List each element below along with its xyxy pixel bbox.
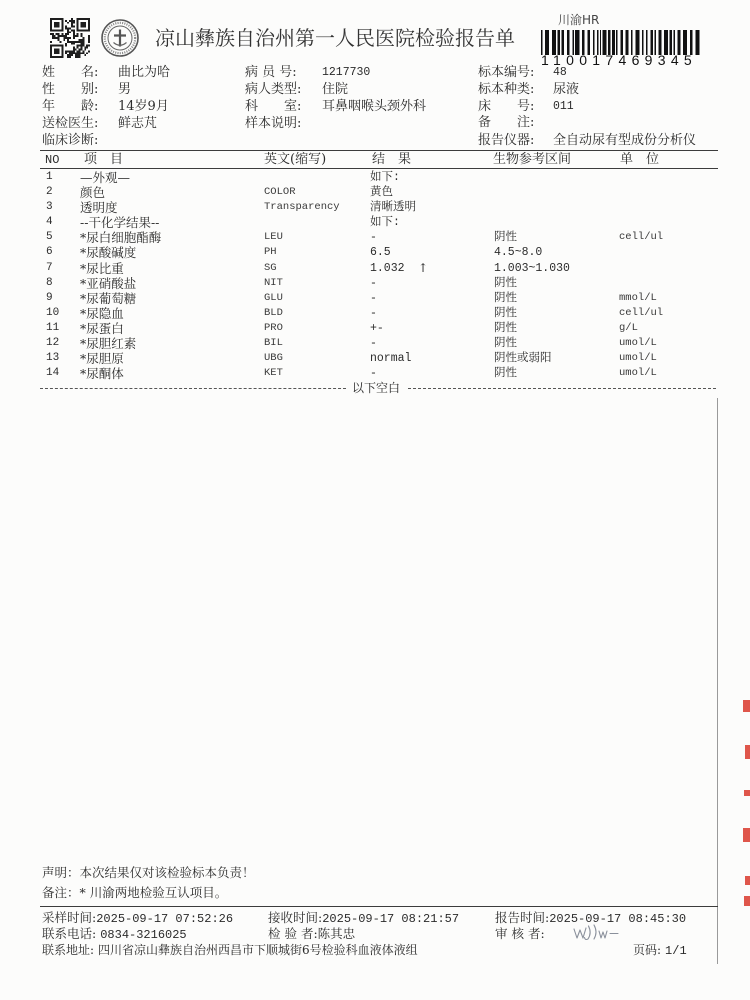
test-item-name: *尿隐血 [80,305,124,321]
gender-value: 男 [118,82,132,97]
reference-range: 阴性 [494,276,517,290]
result-row [0,230,750,245]
patient-id-label: 病 员 号: [245,65,297,80]
age-value: 14岁9月 [118,99,169,114]
result-unit: umol/L [619,352,657,365]
end-marker-right-rule [408,388,716,389]
test-abbreviation: SG [264,261,277,274]
doctor-label: 送检医生: [42,116,99,131]
footnote-remark: 备注：* 川渝两地检验互认项目。 [42,885,228,900]
result-unit: umol/L [619,367,657,380]
result-row [0,336,750,351]
test-item-name: *尿胆红素 [80,336,137,352]
test-item-name: *尿蛋白 [80,320,124,336]
row-number: 9 [46,291,53,304]
report-time-value: 2025-09-17 08:45:30 [549,912,687,926]
contact-address [42,942,418,958]
tester [268,926,355,942]
qr-code [50,18,90,58]
test-abbreviation: BIL [264,337,283,350]
test-result: 黄色 [370,186,393,200]
stamp-edge-mark [745,745,750,759]
receive-time-value: 2025-09-17 08:21:57 [322,912,460,926]
result-unit: mmol/L [619,291,657,304]
test-abbreviation: PRO [264,321,283,334]
barcode-number: 110017469345 [541,52,697,68]
test-result: 清晰透明 [370,201,416,215]
test-result: 6.5 [370,246,391,260]
row-number: 11 [46,321,60,334]
diagnosis-label: 临床诊断: [42,133,99,148]
test-item-name: *尿比重 [80,260,124,276]
row-number: 12 [46,337,60,350]
bed-label: 床 号: [478,99,535,114]
footer-rule [40,906,718,907]
qr-code-pattern [50,18,90,58]
row-number: 3 [46,201,53,214]
test-result: - [370,231,377,245]
result-row [0,306,750,321]
test-result: 如下: [370,216,400,230]
column-header-reference: 生物参考区间 [493,152,572,167]
test-item-name: 透明度 [80,200,118,216]
tester-label: 检 验 者: [268,926,318,941]
test-item-name: *尿白细胞酯酶 [80,230,162,246]
row-number: 2 [46,186,53,199]
test-result: - [370,276,377,290]
mutual-recognition-label: 川渝HR [558,13,600,27]
specimen-type-value: 尿液 [553,82,580,97]
bed-value: 011 [553,100,574,113]
reference-range: 阴性 [494,306,517,320]
test-item-name: *尿酮体 [80,366,124,382]
test-item-name: *尿胆原 [80,351,124,367]
test-result: normal [370,352,412,366]
signature-stroke [574,925,618,940]
result-unit: cell/ul [619,306,664,319]
result-unit: cell/ul [619,231,664,244]
contact-phone [42,926,187,943]
row-number: 8 [46,276,53,289]
report-title: 凉山彝族自治州第一人民医院检验报告单 [155,26,515,50]
test-result: - [370,306,377,320]
row-number: 10 [46,306,60,319]
contact-address-value: 四川省凉山彝族自治州西昌市下顺城街6号检验科血液体液组 [98,943,418,957]
test-result: 1.032 [370,261,405,275]
column-header-unit: 单 位 [620,152,660,167]
sample-time [42,910,233,927]
test-item-name: *尿酸碱度 [80,245,137,261]
patient-id-value: 1217730 [322,66,371,79]
disclaimer-statement: 声明：本次结果仅对该检验标本负责！ [42,865,255,880]
receive-time-label: 接收时间: [268,910,323,925]
reviewer-label: 审 核 者: [495,926,545,941]
results-table-body [0,170,750,381]
result-unit: g/L [619,321,638,334]
page-number [633,942,687,959]
stamp-edge-mark [743,700,750,712]
reference-range: 阴性 [494,321,517,335]
remarks-label: 备 注: [478,115,535,130]
name-value: 曲比为哈 [118,65,171,80]
stamp-edge-mark [744,896,750,906]
doctor-value: 鲜志芃 [118,116,158,131]
result-row [0,245,750,260]
receive-time [268,910,459,927]
department-value: 耳鼻咽喉头颈外科 [322,99,427,114]
result-row [0,276,750,291]
gender-label: 性 别: [42,82,99,97]
test-result: +- [370,321,384,335]
row-number: 5 [46,231,53,244]
result-row [0,170,750,185]
stamp-edge-mark [743,828,750,842]
contact-phone-label: 联系电话: [42,926,97,941]
table-top-rule [40,150,718,151]
test-abbreviation: UBG [264,352,283,365]
end-marker-text: 以下空白 [352,381,401,395]
result-row [0,215,750,230]
test-abbreviation: Transparency [264,201,340,214]
column-header-abbreviation: 英文(缩写) [264,152,327,167]
reference-range: 阴性 [494,291,517,305]
test-result: 如下: [370,171,400,184]
row-number: 1 [46,171,53,183]
page-right-border [717,398,718,964]
specimen-no-label: 标本编号: [478,65,535,80]
test-item-name: —外观— [80,170,131,185]
reference-range: 阴性 [494,231,517,245]
reference-range: 阴性 [494,367,517,381]
test-abbreviation: PH [264,246,277,259]
row-number: 6 [46,246,53,259]
table-header-rule [40,168,718,169]
name-label: 姓 名: [42,65,99,80]
result-row [0,291,750,306]
row-number: 14 [46,367,60,380]
tester-value: 陈其忠 [317,926,356,941]
test-abbreviation: NIT [264,276,283,289]
reference-range: 阴性 [494,337,517,351]
page-number-label: 页码: [633,943,662,957]
sample-time-value: 2025-09-17 07:52:26 [96,912,234,926]
test-abbreviation: GLU [264,291,283,304]
result-row [0,261,750,276]
contact-phone-value: 0834-3216025 [100,928,187,942]
specimen-no-value: 48 [553,66,567,79]
instrument-label: 报告仪器: [478,133,535,148]
report-time-label: 报告时间: [495,910,550,925]
contact-address-label: 联系地址: [42,943,95,957]
result-row [0,321,750,336]
test-abbreviation: KET [264,367,283,380]
test-item-name: *尿葡萄糖 [80,290,137,306]
test-result: - [370,337,377,351]
hospital-logo [100,18,140,58]
test-result: - [370,367,377,381]
stamp-edge-mark [745,876,750,885]
test-result: - [370,291,377,305]
result-row [0,185,750,200]
result-row [0,200,750,215]
page-number-value: 1/1 [665,944,687,958]
reference-range: 1.003~1.030 [494,261,570,275]
patient-type-label: 病人类型: [245,82,302,97]
test-item-name: 颜色 [80,185,106,201]
department-label: 科 室: [245,99,302,114]
stamp-edge-mark [744,790,750,796]
column-header-result: 结 果 [372,152,412,167]
reference-range: 4.5~8.0 [494,246,543,260]
end-marker-left-rule [40,388,346,389]
sample-time-label: 采样时间: [42,910,97,925]
test-abbreviation: LEU [264,231,283,244]
test-abbreviation: COLOR [264,186,296,199]
sample-note-label: 样本说明: [245,116,302,131]
row-number: 7 [46,261,53,274]
test-abbreviation: BLD [264,306,283,319]
reference-range: 阴性或弱阳 [494,352,552,366]
test-item-name: --干化学结果-- [80,215,160,231]
age-label: 年 龄: [42,99,99,114]
reviewer-signature [572,921,620,943]
abnormal-flag: ↑ [418,260,429,275]
column-header-no: NO [45,153,60,167]
column-header-item: 项 目 [84,152,124,167]
row-number: 4 [46,216,53,229]
result-unit: umol/L [619,337,657,350]
row-number: 13 [46,352,60,365]
patient-type-value: 住院 [322,82,349,97]
result-row [0,351,750,366]
test-item-name: *亚硝酸盐 [80,275,137,291]
instrument-value: 全自动尿有型成份分析仪 [553,133,697,148]
specimen-type-label: 标本种类: [478,82,535,97]
